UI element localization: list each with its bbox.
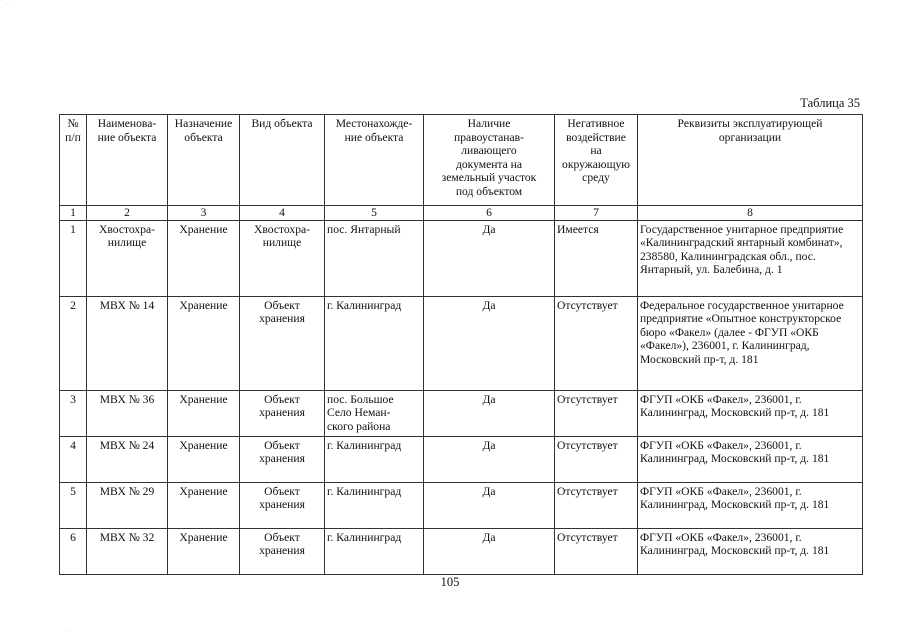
- row-number: 1: [60, 220, 87, 296]
- column-number: 4: [240, 206, 325, 221]
- land-document: Да: [424, 296, 555, 390]
- table-row: [60, 436, 863, 482]
- operator-details: ФГУП «ОКБ «Факел», 236001, г. Калининград, Московский пр-т, д. 181: [638, 528, 863, 574]
- operator-details: ФГУП «ОКБ «Факел», 236001, г. Калининград, Московский пр-т, д. 181: [638, 436, 863, 482]
- object-kind: Хвостохра- нилище: [240, 220, 325, 296]
- table-row: [60, 220, 863, 296]
- column-header: № п/п: [60, 115, 87, 206]
- environmental-impact: Отсутствует: [555, 528, 638, 574]
- row-number: 6: [60, 528, 87, 574]
- object-name: МВХ № 24: [87, 436, 168, 482]
- object-name: МВХ № 14: [87, 296, 168, 390]
- object-name: МВХ № 36: [87, 390, 168, 436]
- operator-details: Федеральное государственное унитарное предприятие «Опытное конструкторское бюро «Факел» (далее - ФГУП «ОКБ «Факел»), 236001, г. Калининград, Московский пр-т, д. 181: [638, 296, 863, 390]
- column-header: Негативное воздействие на окружающую среду: [555, 115, 638, 206]
- row-number: 3: [60, 390, 87, 436]
- land-document: Да: [424, 482, 555, 528]
- environmental-impact: Отсутствует: [555, 436, 638, 482]
- column-header: Назначение объекта: [168, 115, 240, 206]
- object-location: пос. Большое Село Неман- ского района: [325, 390, 424, 436]
- land-document: Да: [424, 220, 555, 296]
- object-purpose: Хранение: [168, 390, 240, 436]
- row-number: 5: [60, 482, 87, 528]
- object-purpose: Хранение: [168, 482, 240, 528]
- object-name: МВХ № 32: [87, 528, 168, 574]
- object-purpose: Хранение: [168, 528, 240, 574]
- environmental-impact: Имеется: [555, 220, 638, 296]
- table-caption: Таблица 35: [800, 96, 860, 110]
- column-number: 6: [424, 206, 555, 221]
- column-header: Наименова- ние объекта: [87, 115, 168, 206]
- object-location: г. Калининград: [325, 296, 424, 390]
- object-location: пос. Янтарный: [325, 220, 424, 296]
- object-location: г. Калининград: [325, 436, 424, 482]
- land-document: Да: [424, 436, 555, 482]
- environmental-impact: Отсутствует: [555, 296, 638, 390]
- column-header: Местонахожде- ние объекта: [325, 115, 424, 206]
- column-number: 3: [168, 206, 240, 221]
- object-purpose: Хранение: [168, 296, 240, 390]
- column-header: Реквизиты эксплуатирующей организации: [638, 115, 863, 206]
- page-number: 105: [440, 575, 460, 589]
- row-number: 2: [60, 296, 87, 390]
- column-number: 2: [87, 206, 168, 221]
- table-row: [60, 390, 863, 436]
- object-kind: Объект хранения: [240, 436, 325, 482]
- object-kind: Объект хранения: [240, 482, 325, 528]
- object-kind: Объект хранения: [240, 390, 325, 436]
- row-number: 4: [60, 436, 87, 482]
- object-kind: Объект хранения: [240, 296, 325, 390]
- object-location: г. Калининград: [325, 528, 424, 574]
- scan-artifact-bottom: · ·: [66, 628, 72, 634]
- land-document: Да: [424, 390, 555, 436]
- column-header: Вид объекта: [240, 115, 325, 206]
- column-number-row: [60, 206, 863, 221]
- environmental-impact: Отсутствует: [555, 482, 638, 528]
- operator-details: Государственное унитарное предприятие «Калининградский янтарный комбинат», 238580, Калининградская обл., пос. Янтарный, ул. Балебина, д. 1: [638, 220, 863, 296]
- header-row: [60, 115, 863, 206]
- table-row: [60, 482, 863, 528]
- environmental-impact: Отсутствует: [555, 390, 638, 436]
- object-purpose: Хранение: [168, 220, 240, 296]
- column-number: 5: [325, 206, 424, 221]
- table-row: [60, 528, 863, 574]
- objects-table: [59, 114, 863, 575]
- column-number: 7: [555, 206, 638, 221]
- operator-details: ФГУП «ОКБ «Факел», 236001, г. Калининград, Московский пр-т, д. 181: [638, 390, 863, 436]
- object-name: Хвостохра- нилище: [87, 220, 168, 296]
- object-kind: Объект хранения: [240, 528, 325, 574]
- object-location: г. Калининград: [325, 482, 424, 528]
- object-name: МВХ № 29: [87, 482, 168, 528]
- table-row: [60, 296, 863, 390]
- operator-details: ФГУП «ОКБ «Факел», 236001, г. Калининград, Московский пр-т, д. 181: [638, 482, 863, 528]
- column-number: 1: [60, 206, 87, 221]
- column-number: 8: [638, 206, 863, 221]
- object-purpose: Хранение: [168, 436, 240, 482]
- column-header: Наличие правоустанав- ливающего документа на земельный участок под объектом: [424, 115, 555, 206]
- scan-artifact-top: · ·: [6, 2, 12, 8]
- land-document: Да: [424, 528, 555, 574]
